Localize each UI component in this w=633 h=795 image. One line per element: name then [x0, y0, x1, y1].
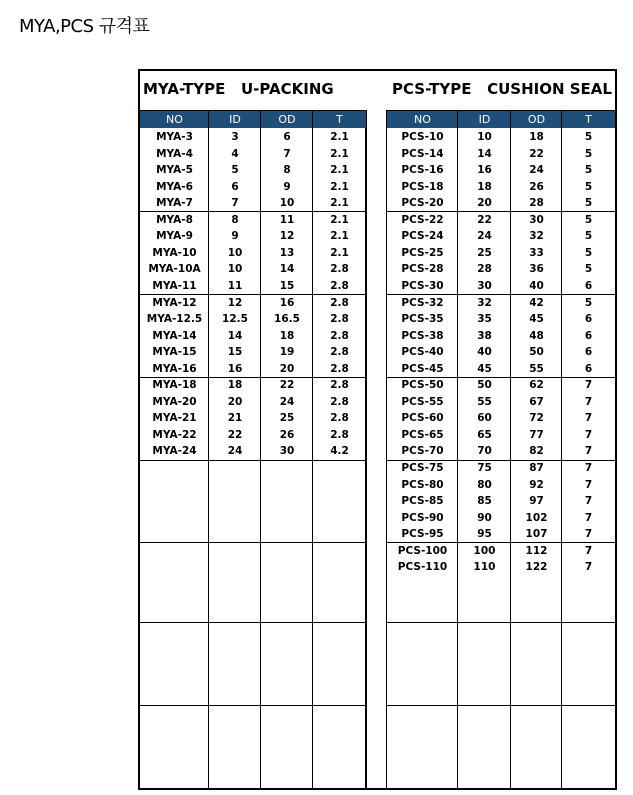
mya-cell: 2.8	[330, 362, 349, 375]
pcs-cell: PCS-20	[401, 197, 444, 210]
mya-cell: MYA-22	[152, 428, 197, 441]
mya-header-t: T	[313, 111, 366, 128]
pcs-cell: PCS-18	[401, 180, 444, 193]
pcs-cell: 20	[477, 197, 492, 210]
mya-cell: 2.1	[330, 164, 349, 177]
pcs-cell: 33	[529, 246, 544, 259]
pcs-cell: 24	[529, 164, 544, 177]
mya-cell: MYA-18	[152, 379, 197, 392]
pcs-cell: 65	[477, 428, 492, 441]
pcs-cell: 32	[529, 230, 544, 243]
mya-cell: 22	[227, 428, 243, 441]
pcs-cell: 26	[529, 180, 544, 193]
pcs-cell: 40	[477, 346, 492, 359]
pcs-cell: PCS-60	[401, 412, 444, 425]
pcs-cell: PCS-16	[401, 164, 444, 177]
pcs-cell: 7	[584, 495, 593, 508]
pcs-cell: 35	[477, 313, 492, 326]
mya-cell: 26	[279, 428, 295, 441]
pcs-cell: 7	[584, 412, 593, 425]
pcs-cell: 30	[477, 279, 492, 292]
pcs-cell: 87	[529, 462, 544, 474]
pcs-cell: 6	[584, 313, 593, 326]
mya-cell: 10	[227, 263, 243, 276]
mya-cell: 2.1	[330, 147, 349, 160]
pcs-cell: 72	[529, 412, 544, 425]
mya-cell: 9	[231, 230, 239, 243]
mya-cell: 30	[279, 445, 295, 458]
pcs-cell: 16	[477, 164, 492, 177]
pcs-cell: 22	[529, 147, 544, 160]
pcs-cell: PCS-10	[401, 131, 444, 143]
pcs-cell: PCS-32	[401, 296, 444, 309]
mya-cell: 8	[283, 164, 291, 177]
pcs-cell: PCS-35	[401, 313, 444, 326]
pcs-cell: 62	[529, 379, 544, 392]
pcs-cell: 7	[584, 395, 593, 408]
pcs-cell: PCS-14	[401, 147, 444, 160]
pcs-cell: 5	[584, 164, 593, 177]
mya-cell: 2.8	[330, 395, 349, 408]
pcs-cell: PCS-28	[401, 263, 444, 276]
pcs-cell: 7	[584, 445, 593, 458]
mya-cell: 15	[279, 279, 295, 292]
mya-row-group-divider	[140, 705, 366, 706]
mya-cell: MYA-20	[152, 395, 197, 408]
mya-header-no: NO	[140, 111, 209, 128]
pcs-cell: 5	[584, 296, 593, 309]
mya-cell: MYA-4	[156, 147, 193, 160]
mya-cell: 12	[279, 230, 295, 243]
mya-cell: MYA-3	[156, 131, 193, 143]
mya-cell: MYA-24	[152, 445, 197, 458]
mya-cell: 10	[279, 197, 295, 210]
pcs-cell: PCS-110	[397, 561, 448, 574]
pcs-cell: 5	[584, 180, 593, 193]
mya-row-group-divider	[140, 294, 366, 295]
pcs-cell: 50	[529, 346, 544, 359]
mya-header-od: OD	[261, 111, 313, 128]
pcs-cell: 5	[584, 246, 593, 259]
mya-cell: 24	[279, 395, 295, 408]
pcs-cell: PCS-30	[401, 279, 444, 292]
pcs-row-group-divider	[387, 377, 615, 378]
mya-cell: 2.8	[330, 412, 349, 425]
pcs-cell: 92	[529, 478, 544, 491]
mya-cell: 2.8	[330, 279, 349, 292]
pcs-cell: 5	[584, 131, 593, 143]
mya-cell: 7	[231, 197, 239, 210]
pcs-cell: 55	[529, 362, 544, 375]
mya-cell: 2.8	[330, 379, 349, 392]
mya-cell: MYA-16	[152, 362, 197, 375]
pcs-cell: PCS-55	[401, 395, 444, 408]
mya-cell: 20	[279, 362, 295, 375]
mya-cell: 2.8	[330, 296, 349, 309]
pcs-cell: 75	[477, 462, 492, 474]
pcs-cell: 28	[529, 197, 544, 210]
mya-cell: MYA-12.5	[146, 313, 203, 326]
pcs-cell: 42	[529, 296, 544, 309]
pcs-cell: 7	[584, 528, 593, 541]
mya-cell: 15	[227, 346, 243, 359]
pcs-cell: 67	[529, 395, 544, 408]
mya-cell: 16	[227, 362, 243, 375]
pcs-cell: PCS-45	[401, 362, 444, 375]
pcs-cell: PCS-24	[401, 230, 444, 243]
mya-cell: 7	[283, 147, 291, 160]
mya-cell: 11	[227, 279, 243, 292]
mya-cell: MYA-6	[156, 180, 193, 193]
mya-cell: MYA-9	[156, 230, 193, 243]
mya-cell: 2.1	[330, 230, 349, 243]
pcs-cell: 28	[477, 263, 492, 276]
pcs-cell: 45	[529, 313, 544, 326]
mya-cell: 4.2	[330, 445, 349, 458]
pcs-cell: 7	[584, 544, 593, 557]
pcs-cell: 100	[473, 544, 496, 557]
pcs-cell: 112	[525, 544, 548, 557]
mya-cell: MYA-14	[152, 329, 197, 342]
mya-cell: 6	[283, 131, 291, 143]
mya-cell: 21	[227, 412, 243, 425]
pcs-cell: 32	[477, 296, 492, 309]
pcs-cell: 90	[477, 511, 492, 524]
mya-row-group-divider	[140, 460, 366, 461]
pcs-cell: 10	[477, 131, 492, 143]
pcs-cell: PCS-25	[401, 246, 444, 259]
mya-spec-table	[139, 110, 367, 790]
pcs-cell: 5	[584, 213, 593, 226]
mya-cell: 22	[279, 379, 295, 392]
pcs-cell: 6	[584, 362, 593, 375]
pcs-cell: 7	[584, 561, 593, 574]
pcs-cell: 7	[584, 511, 593, 524]
pcs-cell: 85	[477, 495, 492, 508]
mya-row-group-divider	[140, 377, 366, 378]
pcs-cell: 107	[525, 528, 548, 541]
mya-cell: 24	[227, 445, 243, 458]
pcs-cell: PCS-38	[401, 329, 444, 342]
pcs-cell: 40	[529, 279, 544, 292]
mya-cell: 3	[231, 131, 239, 143]
pcs-cell: PCS-100	[397, 544, 448, 557]
pcs-cell: PCS-40	[401, 346, 444, 359]
mya-cell: MYA-10A	[148, 263, 201, 276]
mya-cell: 2.8	[330, 263, 349, 276]
pcs-cell: 97	[529, 495, 544, 508]
pcs-cell: 38	[477, 329, 492, 342]
pcs-cell: 24	[477, 230, 492, 243]
mya-cell: 9	[283, 180, 291, 193]
pcs-cell: 55	[477, 395, 492, 408]
mya-cell: 10	[227, 246, 243, 259]
pcs-cell: 30	[529, 213, 544, 226]
mya-cell: MYA-15	[152, 346, 197, 359]
mya-cell: 5	[231, 164, 239, 177]
pcs-cell: 7	[584, 428, 593, 441]
pcs-cell: 5	[584, 147, 593, 160]
pcs-cell: 25	[477, 246, 492, 259]
pcs-cell: 36	[529, 263, 544, 276]
mya-cell: 14	[279, 263, 295, 276]
mya-cell: 2.1	[330, 213, 349, 226]
pcs-header-no: NO	[387, 111, 458, 128]
mya-row-group-divider	[140, 542, 366, 543]
pcs-cell: PCS-65	[401, 428, 444, 441]
pcs-cell: 48	[529, 329, 544, 342]
mya-header-id: ID	[209, 111, 261, 128]
pcs-cell: 7	[584, 379, 593, 392]
pcs-cell: 80	[477, 478, 492, 491]
pcs-row-group-divider	[387, 542, 615, 543]
mya-cell: 2.1	[330, 197, 349, 210]
pcs-cell: PCS-22	[401, 213, 444, 226]
pcs-header-t: T	[562, 111, 615, 128]
pcs-cell: 7	[584, 462, 593, 474]
pcs-row-group-divider	[387, 460, 615, 461]
mya-cell: MYA-12	[152, 296, 197, 309]
pcs-row-group-divider	[387, 211, 615, 212]
pcs-cell: 6	[584, 279, 593, 292]
mya-cell: 16	[279, 296, 295, 309]
pcs-section-title: PCS-TYPE CUSHION SEAL	[392, 80, 612, 98]
pcs-cell: 7	[584, 478, 593, 491]
pcs-cell: 82	[529, 445, 544, 458]
pcs-cell: PCS-70	[401, 445, 444, 458]
mya-cell: 2.8	[330, 313, 349, 326]
mya-cell: 2.1	[330, 180, 349, 193]
mya-cell: 8	[231, 213, 239, 226]
mya-cell: 20	[227, 395, 243, 408]
pcs-cell: 77	[529, 428, 544, 441]
mya-cell: MYA-5	[156, 164, 193, 177]
pcs-cell: 45	[477, 362, 492, 375]
pcs-cell: 5	[584, 263, 593, 276]
mya-cell: MYA-11	[152, 279, 197, 292]
pcs-cell: 70	[477, 445, 492, 458]
mya-cell: 6	[231, 180, 239, 193]
pcs-cell: 5	[584, 197, 593, 210]
pcs-cell: PCS-85	[401, 495, 444, 508]
pcs-cell: PCS-75	[401, 462, 444, 474]
pcs-cell: 18	[529, 131, 544, 143]
pcs-cell: 22	[477, 213, 492, 226]
mya-cell: 16.5	[274, 313, 300, 326]
mya-cell: 14	[227, 329, 243, 342]
mya-row-group-divider	[140, 211, 366, 212]
pcs-header-od: OD	[511, 111, 562, 128]
pcs-row-group-divider	[387, 622, 615, 623]
mya-cell: MYA-7	[156, 197, 193, 210]
pcs-header-id: ID	[458, 111, 511, 128]
pcs-cell: 110	[473, 561, 496, 574]
mya-cell: MYA-21	[152, 412, 197, 425]
pcs-row-group-divider	[387, 294, 615, 295]
mya-cell: 2.8	[330, 428, 349, 441]
pcs-cell: 6	[584, 329, 593, 342]
mya-cell: MYA-8	[156, 213, 193, 226]
mya-cell: 2.8	[330, 346, 349, 359]
mya-cell: MYA-10	[152, 246, 197, 259]
pcs-cell: 122	[525, 561, 548, 574]
mya-cell: 13	[279, 246, 295, 259]
mya-cell: 18	[279, 329, 295, 342]
pcs-cell: PCS-80	[401, 478, 444, 491]
pcs-cell: 50	[477, 379, 492, 392]
mya-cell: 25	[279, 412, 295, 425]
pcs-cell: 6	[584, 346, 593, 359]
pcs-cell: 18	[477, 180, 492, 193]
mya-cell: 2.1	[330, 131, 349, 143]
pcs-cell: 102	[525, 511, 548, 524]
mya-cell: 12.5	[222, 313, 248, 326]
pcs-cell: PCS-50	[401, 379, 444, 392]
pcs-cell: PCS-95	[401, 528, 444, 541]
mya-section-title: MYA-TYPE U-PACKING	[143, 80, 334, 98]
mya-cell: 12	[227, 296, 243, 309]
pcs-spec-table	[386, 110, 616, 790]
mya-cell: 4	[231, 147, 239, 160]
pcs-cell: PCS-90	[401, 511, 444, 524]
pcs-cell: 60	[477, 412, 492, 425]
mya-cell: 18	[227, 379, 243, 392]
pcs-cell: 95	[477, 528, 492, 541]
pcs-cell: 14	[477, 147, 492, 160]
mya-cell: 2.1	[330, 246, 349, 259]
mya-cell: 2.8	[330, 329, 349, 342]
pcs-row-group-divider	[387, 705, 615, 706]
page-title: MYA,PCS 규격표	[19, 16, 150, 37]
mya-cell: 11	[279, 213, 295, 226]
mya-row-group-divider	[140, 622, 366, 623]
pcs-cell: 5	[584, 230, 593, 243]
mya-cell: 19	[279, 346, 295, 359]
